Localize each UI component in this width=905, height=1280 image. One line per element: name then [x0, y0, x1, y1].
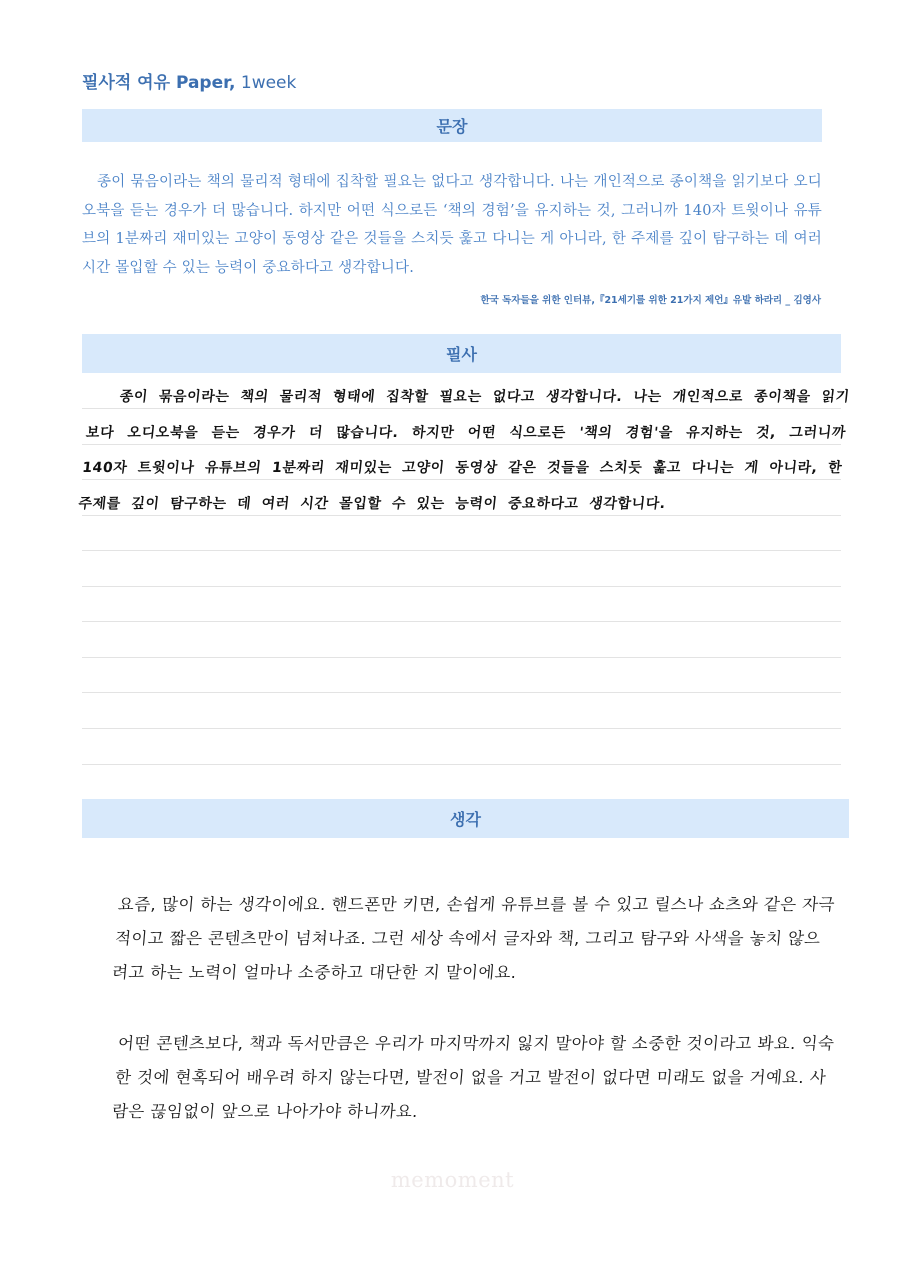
title-main: 필사적 여유 Paper,	[82, 73, 236, 93]
memoment-watermark: memoment	[390, 1168, 515, 1192]
handwritten-copy: 종이 묶음이라는 책의 물리적 형태에 집착할 필요는 없다고 생각합니다. 나는 개인적으로 종이책을 읽기보다 오디오북을 듣는 경우가 더 많습니다. 하지만 어떤 식으로든 '책의 경험'을 유지하는 것, 그러니까 140자 트윗이나 유튜브의 1분짜리 재미있는 고양이 동영상 같은 것들을 스치듯 훑고 다니는 게 아니라, 한 주제를 깊이 탐구하는 데 여러 시간 몰입할 수 있는 능력이 중요하다고 생각합니다.	[77, 389, 851, 512]
rule-line	[82, 621, 841, 622]
thought-paragraph-2: 어떤 콘텐츠보다, 책과 독서만큼은 우리가 마지막까지 잃지 말아야 할 소중한 것이라고 봐요. 익숙한 것에 현혹되어 배우려 하지 않는다면, 발전이 없을 거고 발전이 없다면 미래도 없을 거예요. 사람은 끊임없이 앞으로 나아가야 하니까요.	[111, 1034, 836, 1121]
rule-line	[82, 692, 841, 693]
rule-line	[82, 550, 841, 551]
section-header-sentence: 문장	[82, 109, 822, 142]
thought-paragraph-1: 요즘, 많이 하는 생각이에요. 핸드폰만 키면, 손쉽게 유튜브를 볼 수 있고 릴스나 쇼츠와 같은 자극적이고 짧은 콘텐츠만이 넘쳐나죠. 그런 세상 속에서 글자와 책, 그리고 탐구와 사색을 놓치 않으려고 하는 노력이 얼마나 소중하고 대단한 지 말이에요.	[111, 895, 836, 982]
quote-source: 한국 독자들을 위한 인터뷰,『21세기를 위한 21가지 제언』유발 하라리 _ 김영사	[480, 295, 821, 306]
rule-line	[82, 764, 841, 765]
rule-line	[82, 657, 841, 658]
rule-line	[82, 586, 841, 587]
page-title	[82, 68, 296, 93]
section-header-thought: 생각	[82, 799, 849, 838]
quote-text: 종이 묶음이라는 책의 물리적 형태에 집착할 필요는 없다고 생각합니다. 나는 개인적으로 종이책을 읽기보다 오디오북을 듣는 경우가 더 많습니다. 하지만 어떤 식으로든 ‘책의 경험’을 유지하는 것, 그러니까 140자 트윗이나 유튜브의 1분짜리 재미있는 고양이 동영상 같은 것들을 스치듯 훑고 다니는 게 아니라, 한 주제를 깊이 탐구하는 데 여러 시간 몰입할 수 있는 능력이 중요하다고 생각합니다.	[82, 174, 822, 276]
section-header-copy: 필사	[82, 334, 841, 373]
title-week: 1week	[240, 73, 297, 93]
rule-line	[82, 728, 841, 729]
